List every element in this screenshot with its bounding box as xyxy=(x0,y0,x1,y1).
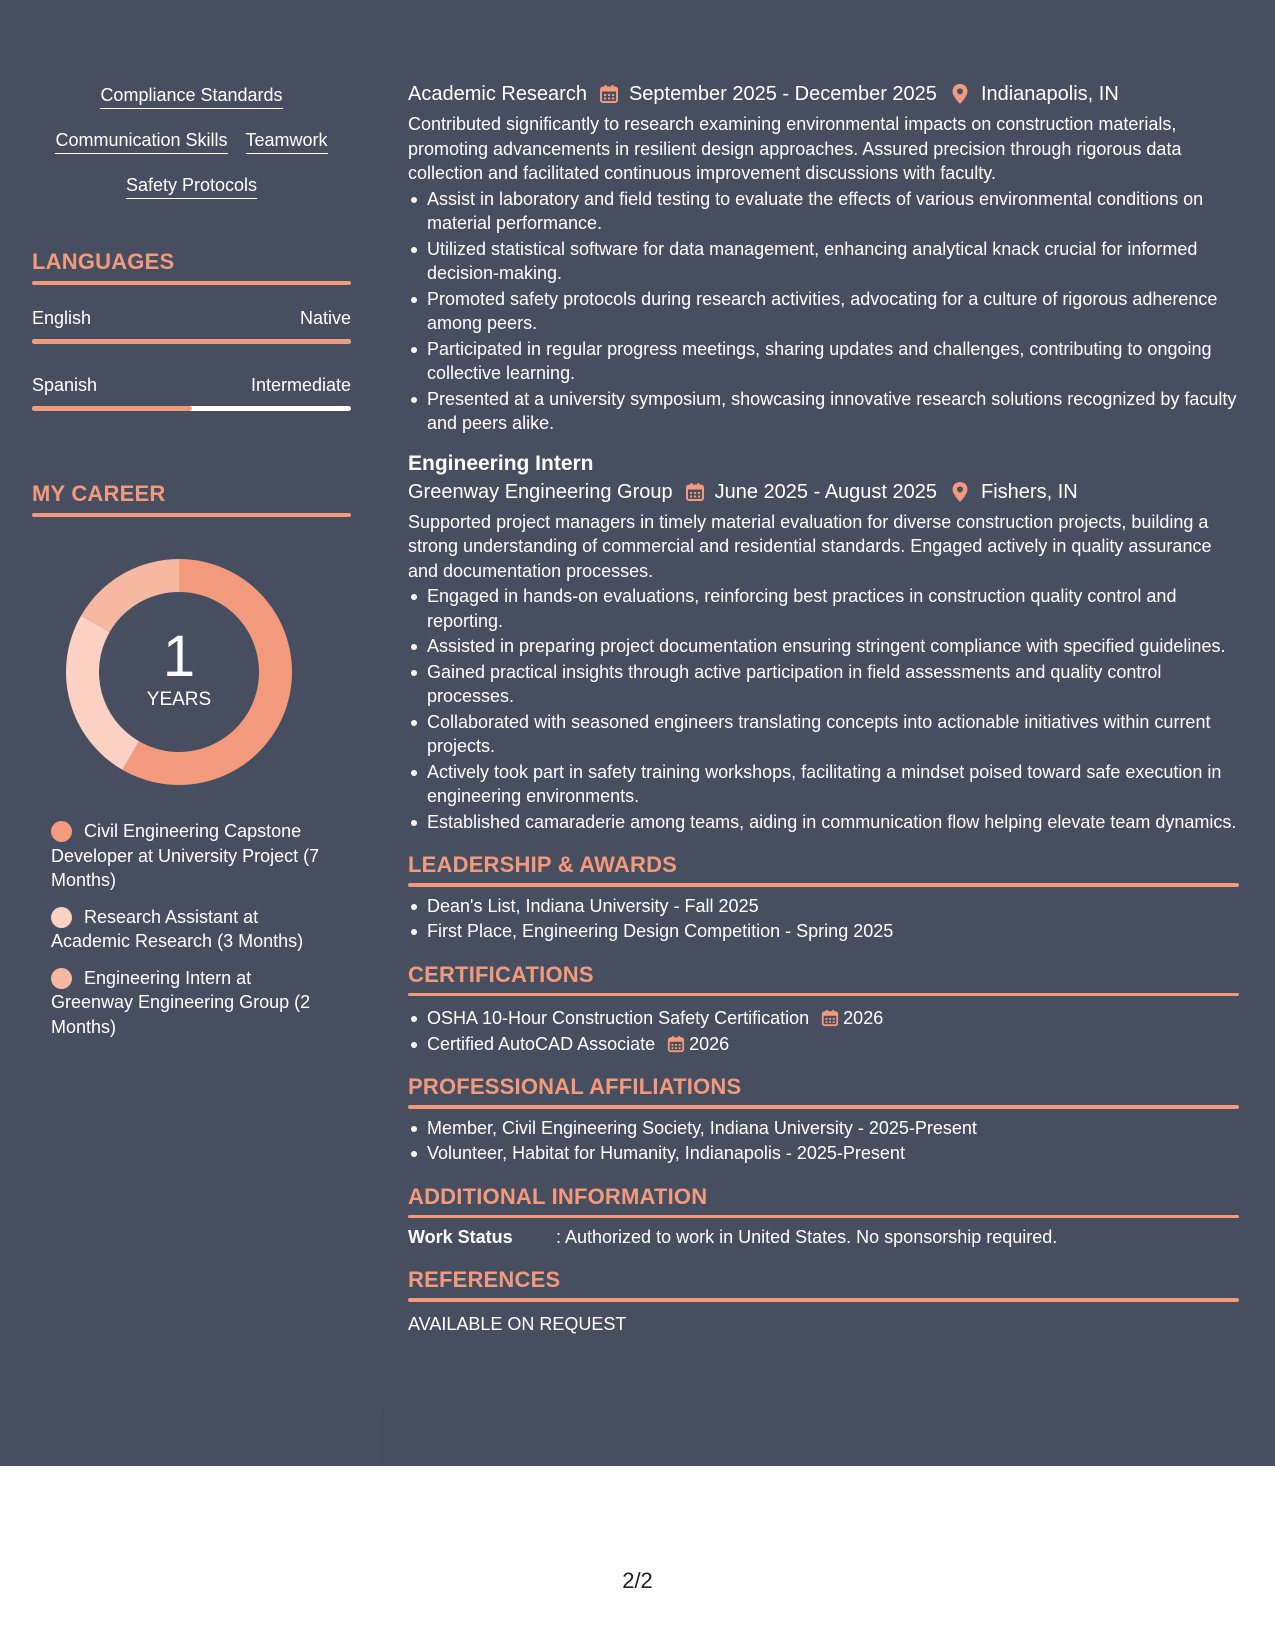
list-item xyxy=(408,1006,1239,1031)
list-item: Assist in laboratory and field testing to evaluate the effects of various environmental conditions on material performance. xyxy=(408,187,1239,236)
page-number: 2/2 xyxy=(622,1568,653,1593)
language-bar-fill xyxy=(32,339,351,344)
references-text: AVAILABLE ON REQUEST xyxy=(408,1313,627,1334)
certification-name: OSHA 10-Hour Construction Safety Certification xyxy=(427,1008,810,1028)
section-rule xyxy=(408,1298,1239,1302)
affiliations-heading: PROFESSIONAL AFFILIATIONS xyxy=(408,1074,742,1099)
certifications-heading: CERTIFICATIONS xyxy=(408,961,594,987)
job-location: Indianapolis, IN xyxy=(980,83,1119,105)
section-rule xyxy=(408,993,1239,997)
leadership-heading: LEADERSHIP & AWARDS xyxy=(408,852,678,877)
career-years-label: YEARS xyxy=(146,689,212,710)
section-rule xyxy=(408,1105,1239,1109)
language-item xyxy=(32,307,351,344)
legend-dot xyxy=(51,968,72,989)
certification-name: Certified AutoCAD Associate xyxy=(427,1033,656,1054)
affiliations-list xyxy=(408,1116,1239,1166)
list-item: Utilized statistical software for data management, enhancing analytical knack crucial for informed decision-making. xyxy=(408,237,1239,286)
career-legend xyxy=(32,819,322,1039)
calendar-icon xyxy=(821,1008,839,1028)
legend-item xyxy=(51,819,322,893)
career-heading: MY CAREER xyxy=(32,481,166,506)
list-item: Actively took part in safety training workshops, facilitating a mindset poised toward safe execution in engineering environments. xyxy=(408,760,1239,809)
language-name: Spanish xyxy=(32,375,98,395)
section-rule xyxy=(32,281,351,285)
list-item: Volunteer, Habitat for Humanity, Indianapolis - 2025-Present xyxy=(408,1141,1239,1166)
list-item: Presented at a university symposium, showcasing innovative research solutions recognized by faculty and peers alike. xyxy=(408,387,1239,436)
language-bar xyxy=(32,339,351,344)
language-level: Intermediate xyxy=(250,375,351,395)
experience-entry xyxy=(408,80,1239,436)
calendar-icon xyxy=(599,83,619,105)
list-item: Established camaraderie among teams, aiding in communication flow helping elevate team dynamics. xyxy=(408,810,1239,835)
list-item: Member, Civil Engineering Society, Indiana University - 2025-Present xyxy=(408,1116,1239,1141)
list-item: Promoted safety protocols during research activities, advocating for a culture of rigorous adherence among peers. xyxy=(408,287,1239,336)
career-donut-chart xyxy=(66,559,292,785)
section-rule xyxy=(32,513,351,517)
job-location: Fishers, IN xyxy=(981,480,1078,503)
calendar-icon xyxy=(667,1034,685,1054)
language-bar-fill xyxy=(32,406,192,411)
list-item xyxy=(408,1032,1239,1057)
legend-text: Civil Engineering Capstone Developer at University Project (7 Months) xyxy=(51,821,320,890)
language-level: Native xyxy=(299,308,351,328)
section-rule xyxy=(408,883,1239,887)
location-pin-icon xyxy=(951,481,971,503)
career-total-years: 1 xyxy=(162,624,196,689)
legend-item xyxy=(51,905,322,954)
job-bullets xyxy=(408,187,1239,436)
column-divider xyxy=(382,1410,383,1460)
language-bar xyxy=(32,406,351,411)
references-section xyxy=(408,1267,1239,1336)
job-title: Engineering Intern xyxy=(408,451,594,475)
list-item: Dean's List, Indiana University - Fall 2025 xyxy=(408,894,1239,919)
skills-list xyxy=(32,84,351,219)
section-rule xyxy=(408,1215,1239,1219)
job-bullets xyxy=(408,584,1239,834)
languages-heading: LANGUAGES xyxy=(32,249,175,274)
language-item xyxy=(32,374,351,411)
company-name: Academic Research xyxy=(408,83,587,105)
legend-item xyxy=(51,966,322,1040)
skill-tag: Safety Protocols xyxy=(126,174,257,199)
list-item: Collaborated with seasoned engineers translating concepts into actionable initiatives within current projects. xyxy=(408,710,1239,759)
skill-tag: Compliance Standards xyxy=(100,84,282,109)
legend-text: Engineering Intern at Greenway Engineering Group (2 Months) xyxy=(51,967,311,1037)
job-description: Supported project managers in timely material evaluation for diverse construction projects, building a strong understanding of commercial and residential standards. Engaged actively in quality assurance and documentation processes. xyxy=(408,511,1212,581)
work-status-value: : Authorized to work in United States. No sponsorship required. xyxy=(556,1227,1058,1247)
job-dates: September 2025 - December 2025 xyxy=(628,83,937,105)
skill-tag: Communication Skills xyxy=(55,129,227,154)
references-heading: REFERENCES xyxy=(408,1267,561,1292)
language-name: English xyxy=(32,308,92,328)
skill-tag: Teamwork xyxy=(246,129,328,154)
list-item: Participated in regular progress meetings, sharing updates and challenges, contributing to ongoing collective learning. xyxy=(408,337,1239,386)
experience-entry xyxy=(408,450,1239,835)
affiliations-section xyxy=(408,1074,1239,1166)
right-column xyxy=(408,80,1239,1336)
additional-info-heading: ADDITIONAL INFORMATION xyxy=(408,1183,708,1209)
certifications-section xyxy=(408,962,1239,1057)
list-item: Engaged in hands-on evaluations, reinforcing best practices in construction quality control and reporting. xyxy=(408,584,1239,633)
list-item: Gained practical insights through active participation in field assessments and quality control processes. xyxy=(408,660,1239,709)
job-meta xyxy=(408,478,1239,506)
career-section xyxy=(32,481,351,1039)
additional-info-section xyxy=(408,1184,1239,1250)
left-column xyxy=(32,84,351,1051)
legend-text: Research Assistant at Academic Research (3 Months) xyxy=(51,906,304,951)
calendar-icon xyxy=(685,481,705,503)
leadership-section xyxy=(408,852,1239,944)
certifications-list xyxy=(408,1006,1239,1056)
job-description: Contributed significantly to research examining environmental impacts on construction materials, promoting advancements in resilient design approaches. Assured precision through rigorous data collection and facilitated continuous improvement discussions with faculty. xyxy=(408,114,1182,183)
work-status-row xyxy=(408,1225,1239,1249)
leadership-list xyxy=(408,894,1239,944)
work-status-label: Work Status xyxy=(408,1227,513,1247)
certification-year: 2026 xyxy=(843,1008,884,1028)
list-item: First Place, Engineering Design Competition - Spring 2025 xyxy=(408,919,1239,944)
company-name: Greenway Engineering Group xyxy=(408,480,673,503)
list-item: Assisted in preparing project documentation ensuring stringent compliance with specified guidelines. xyxy=(408,634,1239,659)
legend-dot xyxy=(51,821,72,842)
location-pin-icon xyxy=(951,83,971,105)
job-dates: June 2025 - August 2025 xyxy=(714,480,938,503)
languages-section xyxy=(32,249,351,411)
job-meta xyxy=(408,80,1239,108)
legend-dot xyxy=(51,907,72,928)
certification-year: 2026 xyxy=(689,1033,730,1054)
